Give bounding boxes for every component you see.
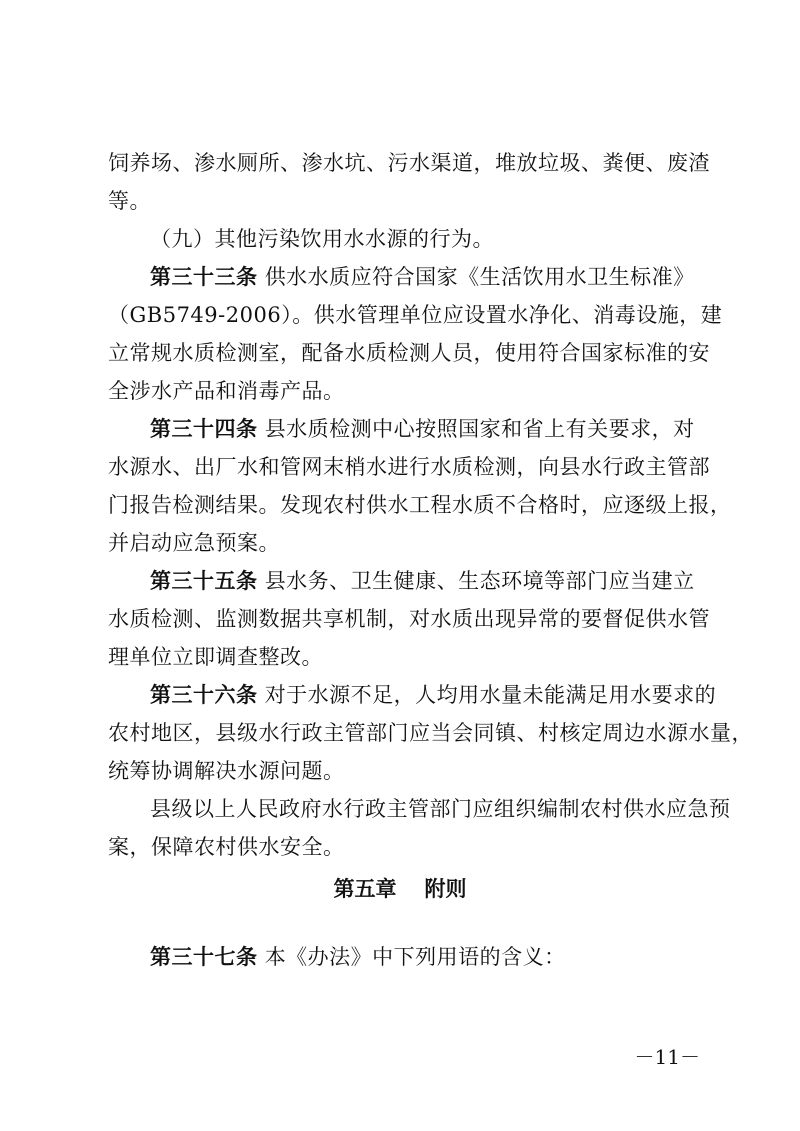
body-text-line: 饲养场、渗水厕所、渗水坑、污水渠道，堆放垃圾、粪便、废渣 xyxy=(108,151,710,175)
body-text: 县水务、卫生健康、生态环境等部门应当建立 xyxy=(264,569,695,593)
article-number: 第三十五条 xyxy=(150,569,258,593)
body-text-line: 门报告检测结果。发现农村供水工程水质不合格时，应逐级上报， xyxy=(108,493,732,517)
article-number: 第三十三条 xyxy=(150,265,258,289)
chapter-heading xyxy=(0,874,800,904)
body-text-line: 农村地区，县级水行政主管部门应当会同镇、村核定周边水源水量， xyxy=(108,721,753,745)
chapter-number: 第五章 xyxy=(333,877,397,901)
article-paragraph xyxy=(150,942,693,972)
body-text-line: 水质检测、监测数据共享机制，对水质出现异常的要督促供水管 xyxy=(108,607,710,631)
body-text: 本《办法》中下列用语的含义： xyxy=(264,945,566,969)
body-text: 对于水源不足，人均用水量未能满足用水要求的 xyxy=(264,683,717,707)
body-text-line: （九）其他污染饮用水水源的行为。 xyxy=(150,227,494,251)
body-text-line: 立常规水质检测室，配备水质检测人员，使用符合国家标准的安 xyxy=(108,341,710,365)
body-text: 县水质检测中心按照国家和省上有关要求，对 xyxy=(264,417,695,441)
article-paragraph xyxy=(150,680,717,710)
body-text-line: 县级以上人民政府水行政主管部门应组织编制农村供水应急预 xyxy=(150,797,731,821)
body-text-line: 案，保障农村供水安全。 xyxy=(108,835,345,859)
article-number: 第三十七条 xyxy=(150,945,258,969)
article-paragraph xyxy=(150,414,693,444)
body-text-line: 全涉水产品和消毒产品。 xyxy=(108,379,345,403)
article-number: 第三十四条 xyxy=(150,417,258,441)
body-text-line: 统筹协调解决水源问题。 xyxy=(108,759,345,783)
article-paragraph xyxy=(150,566,693,596)
article-number: 第三十六条 xyxy=(150,683,258,707)
article-paragraph xyxy=(150,262,693,292)
body-text-line: 水源水、出厂水和管网末梢水进行水质检测，向县水行政主管部 xyxy=(108,455,710,479)
body-text-line: 并启动应急预案。 xyxy=(108,531,280,555)
body-text-line: （GB5749-2006）。供水管理单位应设置水净化、消毒设施，建 xyxy=(108,303,723,327)
body-text-line: 理单位立即调查整改。 xyxy=(108,645,323,669)
chapter-title: 附则 xyxy=(424,877,467,901)
body-text: 供水水质应符合国家《生活饮用水卫生标准》 xyxy=(264,265,695,289)
page-number: －11－ xyxy=(634,1045,700,1069)
body-text-line: 等。 xyxy=(108,189,151,213)
